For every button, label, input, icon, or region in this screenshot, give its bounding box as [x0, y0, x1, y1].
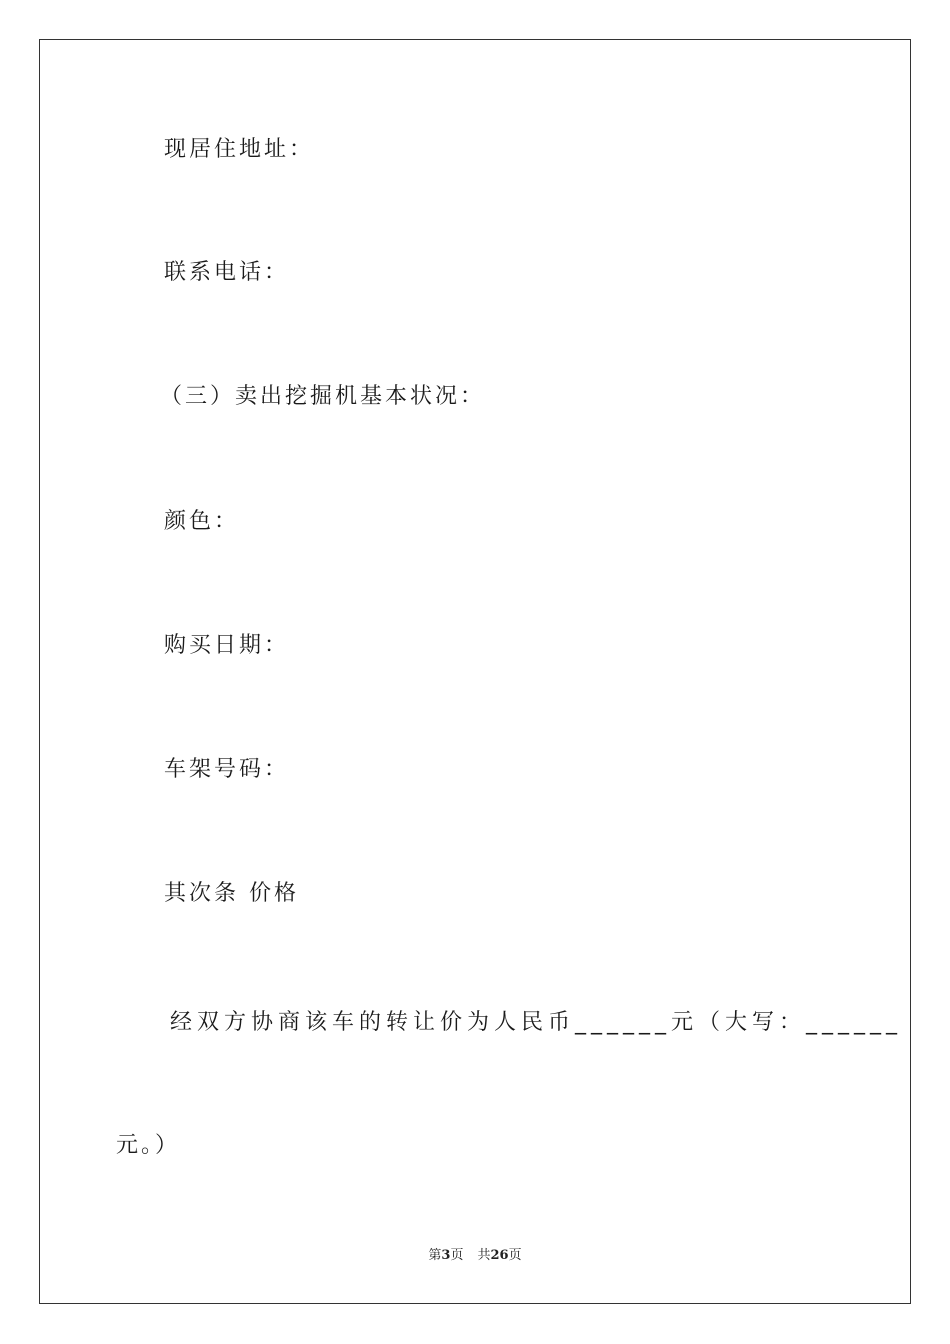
price-paragraph: 经双方协商该车的转让价为人民币______元（大写：______	[170, 1010, 903, 1035]
footer-total-pages: 26	[490, 1248, 509, 1263]
field-color: 颜色：	[164, 509, 240, 534]
footer-page-number: 3	[441, 1248, 451, 1263]
footer-total-prefix: 共	[477, 1248, 491, 1263]
footer-page-suffix: 页	[450, 1248, 464, 1263]
field-purchase-date: 购买日期：	[164, 633, 290, 658]
footer-total-suffix: 页	[508, 1248, 522, 1263]
field-current-address: 现居住地址：	[164, 137, 315, 162]
field-frame-number: 车架号码：	[164, 757, 290, 782]
field-phone: 联系电话：	[164, 260, 290, 285]
page-border	[39, 39, 911, 1304]
price-paragraph-continued: 元。）	[116, 1133, 181, 1158]
section-heading-excavator-status: （三）卖出挖掘机基本状况：	[160, 384, 486, 409]
page-footer	[0, 1247, 950, 1265]
footer-page-prefix: 第	[428, 1248, 442, 1263]
article-heading-price: 其次条 价格	[164, 881, 299, 906]
